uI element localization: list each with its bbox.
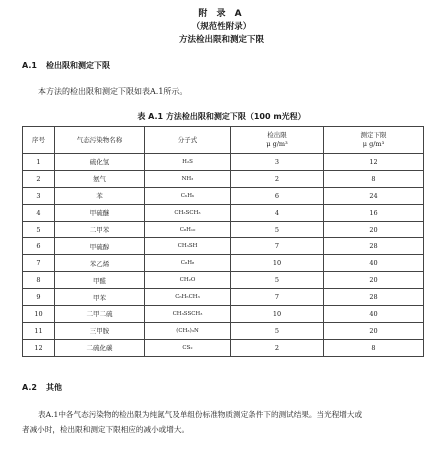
- cell-name: 二甲二硫: [55, 306, 145, 323]
- cell-formula: CH₃SSCH₃: [145, 306, 231, 323]
- cell-seq: 7: [23, 255, 55, 272]
- cell-quant: 28: [324, 238, 424, 255]
- cell-formula: CH₃SCH₃: [145, 204, 231, 221]
- section-a2-text-line1: 表A.1中各气态污染物的检出限为纯氮气及单组份标准物质测定条件下的测试结果。当光程增大或: [38, 410, 363, 419]
- detection-limit-table: [22, 126, 424, 357]
- table-row: [23, 238, 424, 255]
- table-header-row: [23, 127, 424, 154]
- cell-formula: C₆H₆: [145, 187, 231, 204]
- table-row: [23, 170, 424, 187]
- cell-detection: 10: [231, 306, 324, 323]
- cell-quant: 20: [324, 272, 424, 289]
- cell-detection: 6: [231, 187, 324, 204]
- appendix-title: 附 录 A: [198, 9, 245, 19]
- cell-name: 硫化氢: [55, 154, 145, 171]
- cell-name: 苯: [55, 187, 145, 204]
- appendix-subtitle: 方法检出限和测定下限: [178, 35, 264, 45]
- cell-name: 甲硫醇: [55, 238, 145, 255]
- table-caption: 表 A.1 方法检出限和测定下限（100 m光程）: [137, 112, 306, 121]
- header-quant-limit: [324, 127, 424, 154]
- cell-formula: (CH₃)₃N: [145, 322, 231, 339]
- header-detection-limit-unit: μ g/m³: [266, 140, 288, 148]
- table-row: [23, 221, 424, 238]
- cell-detection: 3: [231, 154, 324, 171]
- table-row: [23, 154, 424, 171]
- cell-seq: 2: [23, 170, 55, 187]
- appendix-type: （规范性附录）: [191, 22, 252, 32]
- cell-formula: C₆H₅CH₃: [145, 289, 231, 306]
- cell-detection: 10: [231, 255, 324, 272]
- table-row: [23, 322, 424, 339]
- cell-quant: 40: [324, 255, 424, 272]
- table-row: [23, 187, 424, 204]
- header-formula: 分子式: [145, 127, 231, 154]
- cell-seq: 1: [23, 154, 55, 171]
- section-a2-number: A.2: [22, 383, 37, 392]
- table-row: [23, 339, 424, 356]
- cell-name: 二甲苯: [55, 221, 145, 238]
- cell-name: 甲醛: [55, 272, 145, 289]
- cell-quant: 12: [324, 154, 424, 171]
- section-a2-title: 其他: [45, 383, 62, 392]
- cell-name: 三甲胺: [55, 322, 145, 339]
- cell-detection: 4: [231, 204, 324, 221]
- cell-detection: 2: [231, 170, 324, 187]
- header-quant-limit-label: 测定下限: [360, 131, 387, 139]
- cell-name: 苯乙烯: [55, 255, 145, 272]
- cell-name: 甲硫醚: [55, 204, 145, 221]
- cell-seq: 12: [23, 339, 55, 356]
- cell-formula: C₈H₈: [145, 255, 231, 272]
- section-a2-heading: [22, 382, 62, 393]
- table-row: [23, 272, 424, 289]
- cell-seq: 9: [23, 289, 55, 306]
- cell-quant: 24: [324, 187, 424, 204]
- cell-seq: 8: [23, 272, 55, 289]
- cell-name: 二硫化碳: [55, 339, 145, 356]
- cell-quant: 8: [324, 170, 424, 187]
- table-row: [23, 204, 424, 221]
- section-a1-title: 检出限和测定下限: [45, 61, 110, 70]
- cell-quant: 16: [324, 204, 424, 221]
- cell-name: 甲苯: [55, 289, 145, 306]
- cell-quant: 28: [324, 289, 424, 306]
- cell-formula: CH₂O: [145, 272, 231, 289]
- cell-quant: 8: [324, 339, 424, 356]
- cell-seq: 5: [23, 221, 55, 238]
- section-a2-text-line2: 者减小时，检出限和测定下限相应的减小或增大。: [22, 425, 190, 434]
- cell-formula: CS₂: [145, 339, 231, 356]
- cell-seq: 11: [23, 322, 55, 339]
- header-detection-limit-label: 检出限: [267, 131, 287, 139]
- cell-quant: 40: [324, 306, 424, 323]
- section-a1-number: A.1: [22, 61, 37, 70]
- header-seq: 序号: [23, 127, 55, 154]
- cell-quant: 20: [324, 221, 424, 238]
- table-row: [23, 289, 424, 306]
- table-row: [23, 306, 424, 323]
- section-a1-heading: [22, 60, 110, 71]
- header-detection-limit: [231, 127, 324, 154]
- cell-detection: 2: [231, 339, 324, 356]
- cell-seq: 4: [23, 204, 55, 221]
- cell-detection: 7: [231, 238, 324, 255]
- cell-name: 氨气: [55, 170, 145, 187]
- cell-detection: 5: [231, 272, 324, 289]
- cell-formula: H₂S: [145, 154, 231, 171]
- header-name: 气态污染物名称: [55, 127, 145, 154]
- cell-seq: 3: [23, 187, 55, 204]
- section-a1-text: 本方法的检出限和测定下限如表A.1所示。: [38, 87, 188, 96]
- cell-seq: 10: [23, 306, 55, 323]
- cell-detection: 5: [231, 221, 324, 238]
- table-row: [23, 255, 424, 272]
- cell-formula: CH₃SH: [145, 238, 231, 255]
- cell-detection: 7: [231, 289, 324, 306]
- cell-quant: 20: [324, 322, 424, 339]
- cell-detection: 5: [231, 322, 324, 339]
- cell-seq: 6: [23, 238, 55, 255]
- cell-formula: NH₃: [145, 170, 231, 187]
- cell-formula: C₈H₁₀: [145, 221, 231, 238]
- header-quant-limit-unit: μ g/m³: [362, 140, 385, 148]
